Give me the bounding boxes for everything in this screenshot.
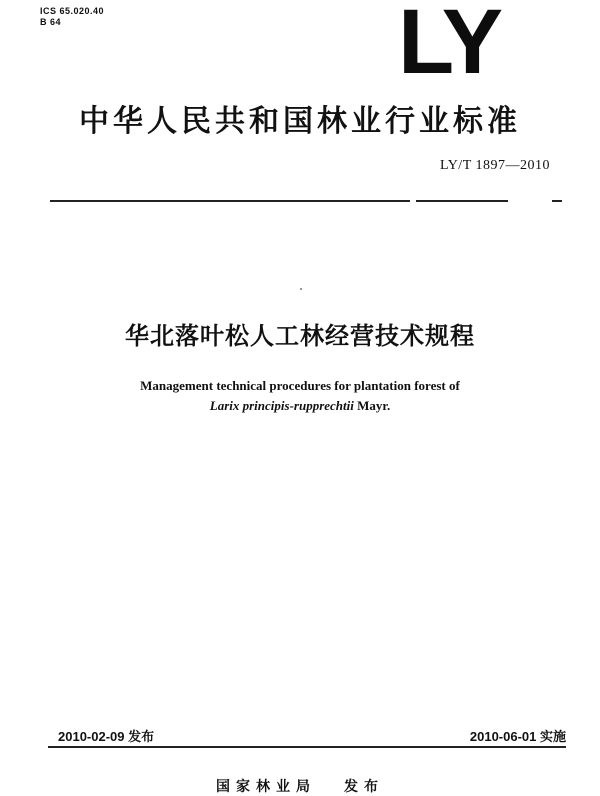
- standard-number: LY/T 1897—2010: [440, 158, 550, 173]
- document-title-english-line1: Management technical procedures for plantation forest of: [140, 378, 460, 393]
- footer-divider: [48, 746, 566, 748]
- publisher-name: 国家林业局: [216, 779, 316, 795]
- ics-code: ICS 65.020.40: [40, 6, 105, 16]
- document-title-chinese: 华北落叶松人工林经营技术规程: [125, 322, 475, 350]
- implementation-date: 2010-06-01 实施: [469, 729, 566, 744]
- scan-speck: [300, 288, 302, 290]
- issue-date: 2010-02-09 发布: [58, 729, 155, 744]
- header-divider: [50, 200, 410, 202]
- species-name: Larix principis-rupprechtii: [209, 398, 354, 413]
- header-divider-end: [552, 200, 562, 202]
- document-title-english-line2: [0, 398, 600, 414]
- standard-organization: 中华人民共和国林业行业标准: [79, 104, 521, 139]
- species-author: Mayr.: [353, 398, 391, 413]
- ccs-code: B 64: [40, 17, 62, 27]
- ly-logo: LY: [398, 0, 500, 93]
- publisher-action: 发布: [344, 779, 384, 795]
- header-divider-segment: [416, 200, 508, 202]
- classification-codes: [40, 6, 104, 28]
- publisher-line: [0, 776, 600, 796]
